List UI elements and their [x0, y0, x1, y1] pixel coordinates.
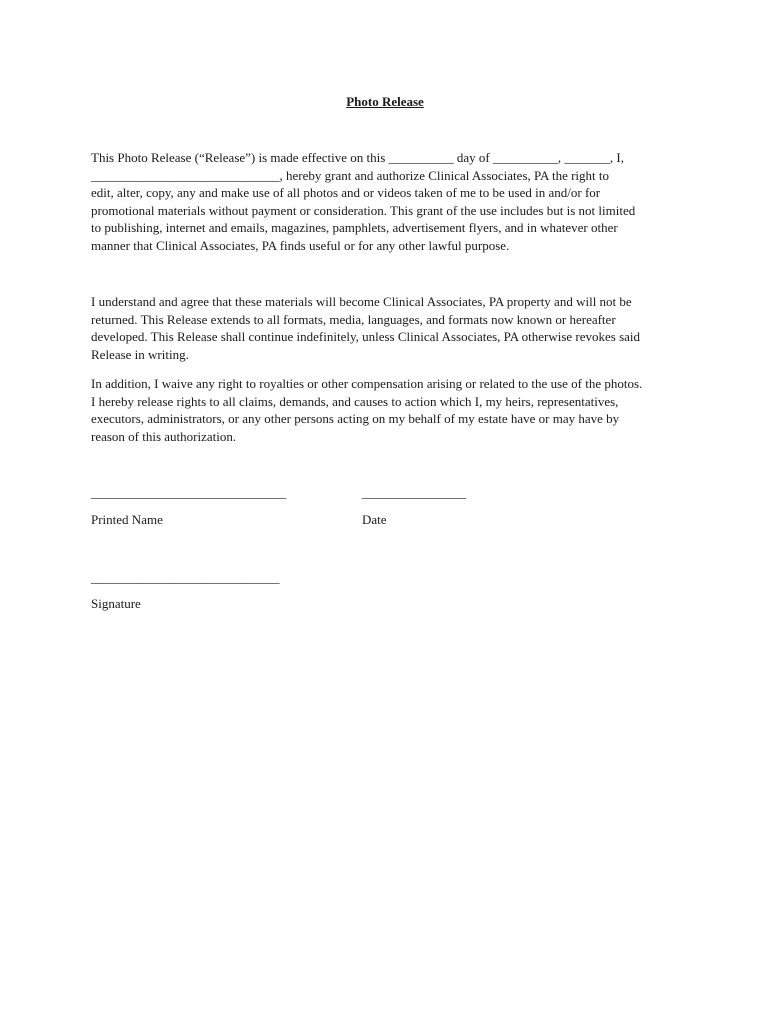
paragraph-line: to publishing, internet and emails, magazines, pamphlets, advertisement flyers, and in whatever other: [91, 220, 618, 236]
printed-name-blank: ______________________________: [91, 485, 286, 500]
paragraph-line: developed. This Release shall continue indefinitely, unless Clinical Associates, PA otherwise revokes said: [91, 329, 641, 345]
paragraph-line: returned. This Release extends to all formats, media, languages, and formats now known or hereafter: [91, 311, 616, 327]
paragraph-line: executors, administrators, or any other persons acting on my behalf of my estate have or may have by: [91, 411, 620, 427]
paragraph-line: I understand and agree that these materials will become Clinical Associates, PA property and will not be: [91, 294, 632, 309]
printed-name-label: Printed Name: [91, 512, 163, 527]
date-blank: ________________: [362, 485, 466, 500]
paragraph-line: promotional materials without payment or consideration. This grant of the use includes but is not limited: [91, 202, 636, 218]
paragraph-line: This Photo Release (“Release”) is made effective on this __________ day of __________, _______, I,: [91, 150, 625, 165]
paragraph-line: reason of this authorization.: [91, 428, 237, 444]
paragraph-line: edit, alter, copy, any and make use of all photos and or videos taken of me to be used in and/or for: [91, 185, 601, 201]
paragraph-property: [91, 293, 691, 363]
paragraph-waiver: [91, 375, 691, 445]
paragraph-line: In addition, I waive any right to royalties or other compensation arising or related to the use of the photos.: [91, 376, 643, 391]
paragraph-grant: [91, 149, 691, 255]
paragraph-line: Release in writing.: [91, 346, 189, 362]
paragraph-line: I hereby release rights to all claims, demands, and causes to action which I, my heirs, representatives,: [91, 393, 619, 409]
date-label: Date: [362, 512, 387, 527]
document-title: Photo Release: [346, 94, 424, 109]
signature-label: Signature: [91, 596, 141, 611]
paragraph-line: manner that Clinical Associates, PA finds useful or for any other lawful purpose.: [91, 237, 510, 253]
signature-blank: _____________________________: [91, 570, 280, 585]
paragraph-line: _____________________________, hereby grant and authorize Clinical Associates, PA the right to: [91, 167, 610, 183]
